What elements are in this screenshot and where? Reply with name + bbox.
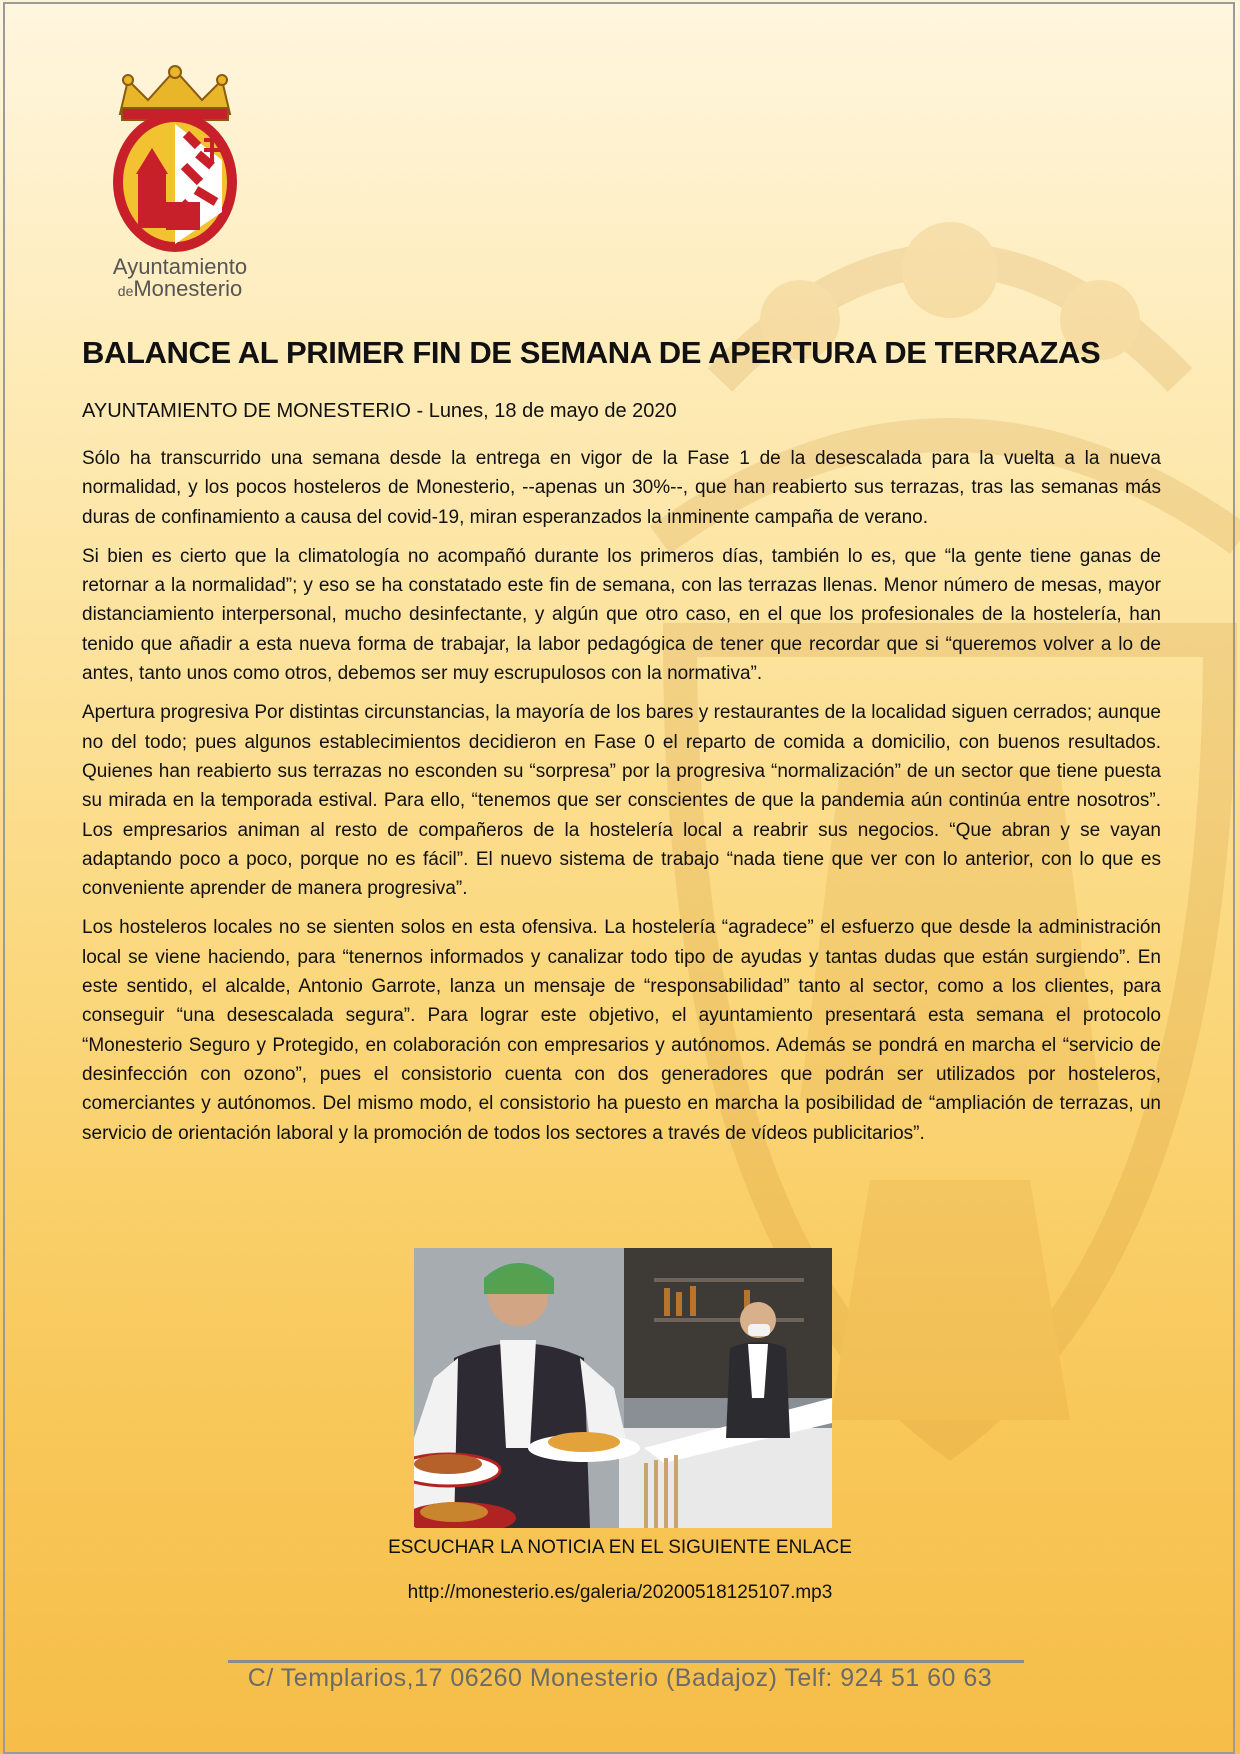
logo-line-3: Monesterio <box>133 276 243 301</box>
paragraph: Si bien es cierto que la climatología no acompañó durante los primeros días, también lo es, que “la gente tiene ganas de retornar a la normalidad”; y eso se ha constatado este fin de semana, con las terrazas llenas. Menor número de mesas, mayor distanciamiento interpersonal, mucho desinfectante, y algún que otro caso, en el que los profesionales de la hostelería, han tenido que añadir a esta nueva forma de trabajar, la labor pedagógica de tener que recordar que si “queremos volver a lo de antes, tanto unos como otros, debemos ser muy escrupulosos con la normativa”. <box>82 545 1161 685</box>
logo-line-2: de <box>117 283 134 299</box>
listen-caption: ESCUCHAR LA NOTICIA EN EL SIGUIENTE ENLACE <box>388 1537 852 1558</box>
paragraph: Apertura progresiva Por distintas circunstancias, la mayoría de los bares y restaurantes de la localidad siguen cerrados; aunque no del todo; pues algunos establecimientos decidieron en Fase 0 el reparto de comida a domicilio, con buenos resultados. Quienes han reabierto sus terrazas no esconden su “sorpresa” por la progresiva “normalización” de un sector que tiene puesta su mirada en la temporada estival. Para ello, “tenemos que ser conscientes de que la pandemia aún continúa entre nosotros”. Los empresarios animan al resto de compañeros de la hostelería local a reabrir sus negocios. “Que abran y se vayan adaptando poco a poco, porque no es fácil”. El nuevo sistema de trabajo “nada tiene que ver con lo anterior, con lo que es conveniente aprender de manera progresiva”. <box>82 702 1161 900</box>
footer-divider <box>228 1660 1024 1663</box>
logo-line-1: Ayuntamiento <box>112 254 248 279</box>
waiters-photo <box>414 1248 832 1528</box>
article-title: BALANCE AL PRIMER FIN DE SEMANA DE APERTURA DE TERRAZAS <box>82 335 1101 370</box>
article-dateline: AYUNTAMIENTO DE MONESTERIO - Lunes, 18 de mayo de 2020 <box>82 400 677 422</box>
logo-wordmark <box>100 256 260 303</box>
audio-link[interactable]: http://monesterio.es/galeria/20200518125107.mp3 <box>407 1582 833 1603</box>
footer-address: C/ Templarios,17 06260 Monesterio (Badajoz) Telf: 924 51 60 63 <box>247 1664 993 1692</box>
crown-icon <box>120 66 230 120</box>
paragraph: Los hosteleros locales no se sienten solos en esta ofensiva. La hostelería “agradece” el esfuerzo que desde la administración local se viene haciendo, para “tenernos informados y canalizar todo tipo de ayudas y tantas dudas que están surgiendo”. En este sentido, el alcalde, Antonio Garrote, lanza un mensaje de “responsabilidad” tanto al sector, como a los clientes, para conseguir “una desescalada segura”. Para lograr este objetivo, el ayuntamiento presentará esta semana el protocolo “Monesterio Seguro y Protegido, en colaboración con empresarios y autónomos. Además se pondrá en marcha el “servicio de desinfección con ozono”, pues el consistorio cuenta con dos generadores que podrán ser utilizados por hosteleros, comerciantes y autónomos. Del mismo modo, el consistorio ha puesto en marcha la posibilidad de “ampliación de terrazas, un servicio de orientación laboral y la promoción de todos los sectores a través de vídeos publicitarios”. <box>82 917 1161 1144</box>
shield-icon <box>113 112 237 252</box>
article-body <box>82 444 1161 1158</box>
paragraph: Sólo ha transcurrido una semana desde la entrega en vigor de la Fase 1 de la desescalada para la vuelta a la nueva normalidad, y los pocos hosteleros de Monesterio, --apenas un 30%--, que han reabierto sus terrazas, tras las semanas más duras de confinamiento a causa del covid-19, miran esperanzados la inminente campaña de verano. <box>82 448 1161 528</box>
